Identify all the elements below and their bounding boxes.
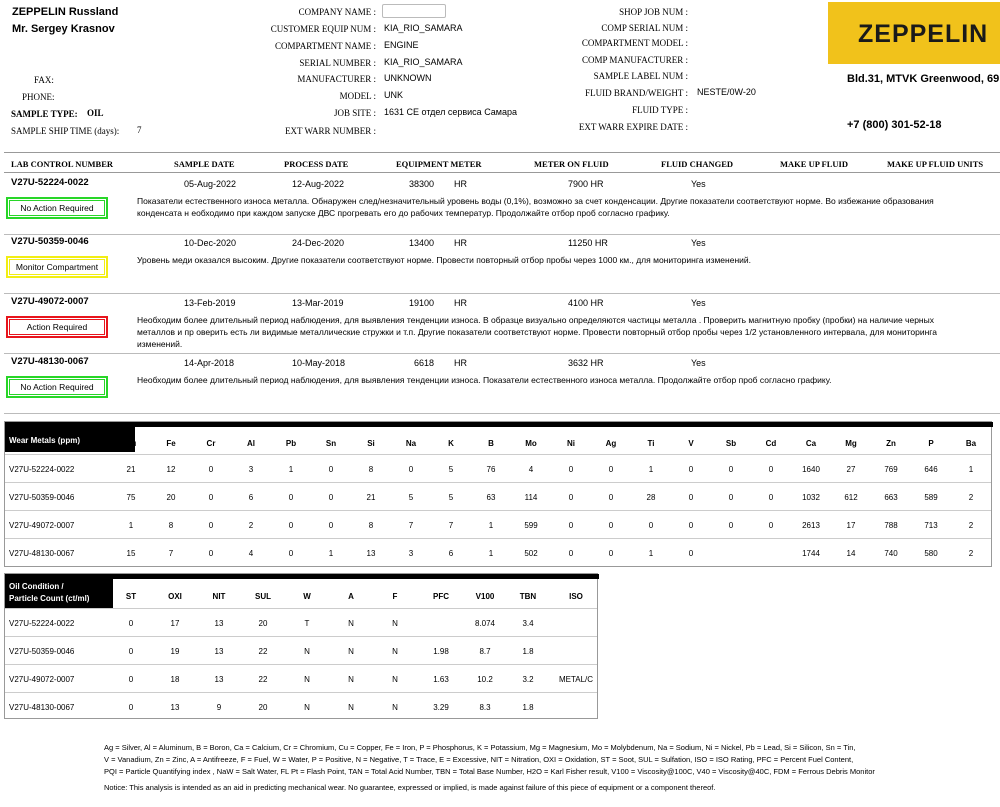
wear-value: 5 [448,493,454,502]
meter-unit: HR [454,179,467,189]
oil-value: N [304,703,310,712]
field-label: FLUID TYPE : [632,105,688,115]
lab-column-header: MAKE UP FLUID UNITS [887,159,984,169]
wear-value: 0 [768,521,774,530]
wear-column-header: V [688,439,694,448]
oil-value: N [392,675,398,684]
process-date: 24-Dec-2020 [292,238,345,248]
lab-control-number: V27U-49072-0007 [11,296,89,307]
wear-row-id: V27U-49072-0007 [9,521,75,530]
wear-value: 28 [646,493,656,502]
wear-value: 1 [328,549,334,558]
equipment-meter: 19100 [408,298,434,308]
wear-value: 0 [728,465,734,474]
wear-value: 0 [728,521,734,530]
wear-value: 2613 [802,521,820,530]
oil-value: 1.8 [522,647,534,656]
oil-value: 22 [258,647,268,656]
oil-value: N [392,619,398,628]
equipment-meter: 6618 [413,358,434,368]
wear-row-id: V27U-50359-0046 [9,493,75,502]
status-badge: No Action Required [6,376,108,398]
wear-value: 0 [608,493,614,502]
wear-value: 8 [168,521,174,530]
wear-value: 7 [168,549,174,558]
wear-value: 1744 [802,549,820,558]
field-value: UNK [384,90,404,100]
oil-value: N [304,647,310,656]
sample-comment: Уровень меди оказался высоким. Другие показатели соответствуют норме. Провести повторный отбор пробы через 1000 км., для мониторинга изменений. [137,255,752,265]
wear-column-header: K [448,439,454,448]
meter-on-fluid: 11250 HR [568,238,608,248]
lab-column-header: MAKE UP FLUID [780,159,848,169]
wear-value: 0 [728,493,734,502]
field-label: EXT WARR NUMBER : [285,126,376,136]
wear-value: 5 [448,465,454,474]
wear-value: 0 [328,465,334,474]
oil-condition-row [5,608,597,636]
wear-metals-title: Wear Metals (ppm) [9,436,80,445]
wear-value: 3 [408,549,414,558]
lab-control-number: V27U-52224-0022 [11,177,89,188]
wear-value: 1 [488,549,494,558]
wear-value: 0 [408,465,414,474]
ship-time-value: 7 [137,125,142,135]
oil-column-header: PFC [433,592,449,601]
field-label: SHOP JOB NUM : [619,7,688,17]
wear-value: 1 [648,465,654,474]
meter-on-fluid: 4100 HR [568,298,604,308]
wear-value: 6 [248,493,254,502]
legend-line-3: PQI = Particle Quantifying index , NaW = Salt Water, FL Pt = Flash Point, TAN = Total Acid Number, TBN = Total Base Number, H2O = Karl Fisher result, V100 = Viscosity@100C, V40 = Viscosity@40C, FDM = Ferrous Debris Monitor [104,767,875,776]
record-divider [4,353,1000,354]
sample-comment: Показатели естественного износа металла. Обнаружен след/незначительный уровень воды (0,1%), возможно за счет конденсации. Другие показатели соответствуют норме. Во избежание образования конденсата н еобходимо при каждом запуске ДВС прогревать его до рабочих температур. Продолжайте отбор проб согласно графику. [137,196,934,218]
oil-condition-title-2: Particle Count (ct/ml) [9,594,90,603]
wear-value: 0 [328,521,334,530]
wear-value: 0 [568,549,574,558]
oil-row-id: V27U-50359-0046 [9,647,75,656]
oil-value: 17 [170,619,180,628]
field-label: JOB SITE : [333,108,376,118]
wear-value: 3 [248,465,254,474]
field-label: SAMPLE LABEL NUM : [593,71,688,81]
wear-value: 7 [448,521,454,530]
wear-metals-row [5,538,991,566]
wear-value: 0 [688,549,694,558]
field-value: KIA_RIO_SAMARA [384,57,463,67]
meter-unit: HR [454,238,467,248]
wear-value: 0 [688,521,694,530]
wear-column-header: Si [367,439,375,448]
wear-value: 63 [486,493,496,502]
oil-value: N [304,675,310,684]
fluid-changed: Yes [691,358,706,368]
oil-value: 22 [258,675,268,684]
oil-value: 1.98 [433,647,449,656]
meter-unit: HR [454,298,467,308]
oil-value: 20 [258,619,268,628]
oil-value: 0 [128,619,134,628]
wear-value: 646 [924,465,938,474]
wear-value: 0 [288,549,294,558]
sample-comment: Необходим более длительный период наблюдения, для выявления тенденции износа. В образце визуально определяются частицы металла . Проверить магнитную пробку (пробки) на наличие черных металлов и пр оверить есть ли видимые металлические стружки и т.п. Другие показатели соответствуют норме. Провести повторный отбор пробы через 1/2 установленного интервала, для мониторинга изменений. [137,315,937,349]
process-date: 13-Mar-2019 [292,298,344,308]
wear-value: 1 [488,521,494,530]
lab-column-header: METER ON FLUID [534,159,609,169]
wear-value: 15 [126,549,136,558]
field-value: KIA_RIO_SAMARA [384,23,463,33]
lab-control-number: V27U-50359-0046 [11,236,89,247]
wear-value: 7 [408,521,414,530]
record-divider [4,234,1000,235]
wear-value: 0 [208,549,214,558]
legend-line-1: Ag = Silver, Al = Aluminum, B = Boron, Ca = Calcium, Cr = Chromium, Cu = Copper, Fe = Iron, P = Phosphorus, K = Potassium, Mg = Magnesium, Mo = Molybdenum, Na = Sodium, Ni = Nickel, Pb = Lead, Si = Silicon, Sn = Tin, [104,743,856,752]
wear-column-header: Sb [725,439,737,448]
wear-column-header: B [488,439,494,448]
wear-value: 0 [768,493,774,502]
lab-column-header: LAB CONTROL NUMBER [11,159,114,169]
fluid-changed: Yes [691,298,706,308]
wear-value: 0 [328,493,334,502]
wear-value: 0 [568,521,574,530]
wear-column-header: Ag [605,439,617,448]
wear-value: 0 [568,493,574,502]
wear-value: 2 [968,521,974,530]
oil-value: 1.8 [522,703,534,712]
wear-value: 769 [884,465,898,474]
wear-column-header: Ni [567,439,575,448]
legend-line-2: V = Vanadium, Zn = Zinc, A = Antifreeze, F = Fuel, W = Water, P = Positive, N = Negative, T = Trace, E = Excessive, NIT = Nitration, OXI = Oxidation, ST = Soot, SUL = Sulfation, ISO = ISO Rating, PFC = Percent Fuel Content, [104,755,854,764]
wear-value: 788 [884,521,898,530]
field-label: COMPARTMENT MODEL : [581,38,688,48]
meter-on-fluid: 7900 HR [568,179,604,189]
zeppelin-logo: ZEPPELIN [828,2,1000,64]
oil-column-header: NIT [212,592,226,601]
sample-date: 10-Dec-2020 [184,238,237,248]
status-badge: Monitor Compartment [6,256,108,278]
lab-column-header: PROCESS DATE [284,159,349,169]
oil-value: N [348,647,354,656]
wear-column-header: P [928,439,934,448]
meter-unit: HR [454,358,467,368]
wear-column-header: Na [405,439,417,448]
oil-column-header: A [348,592,354,601]
wear-value: 0 [608,549,614,558]
company-address: Bld.31, MTVK Greenwood, 69 [847,73,1000,85]
wear-value: 1032 [802,493,820,502]
wear-column-header: Cr [206,439,216,448]
wear-value: 21 [126,465,136,474]
status-badge: Action Required [6,316,108,338]
oil-column-header: W [303,592,311,601]
field-label: COMPARTMENT NAME : [275,41,376,51]
wear-value: 0 [688,493,694,502]
company-name-box [382,4,446,18]
process-date: 12-Aug-2022 [292,179,345,189]
wear-value: 0 [768,465,774,474]
wear-value: 8 [368,521,374,530]
oil-value: 0 [128,703,134,712]
oil-condition-row [5,664,597,692]
oil-row-id: V27U-52224-0022 [9,619,75,628]
meter-on-fluid: 3632 HR [568,358,604,368]
status-badge: No Action Required [6,197,108,219]
wear-column-header: Al [247,439,255,448]
wear-column-header: Zn [886,439,896,448]
oil-value: 8.074 [474,619,496,628]
wear-value: 8 [368,465,374,474]
company-phone: +7 (800) 301-52-18 [847,119,942,131]
oil-value: 18 [170,675,180,684]
oil-value: 9 [216,703,222,712]
lab-column-header: SAMPLE DATE [174,159,235,169]
wear-metals-table [4,421,992,567]
oil-value: 10.2 [477,675,493,684]
field-label: COMP SERIAL NUM : [601,23,688,33]
wear-value: 4 [528,465,534,474]
oil-value: 13 [214,647,224,656]
wear-value: 740 [884,549,898,558]
fluid-changed: Yes [691,179,706,189]
oil-column-header: SUL [255,592,271,601]
wear-column-header: Sn [325,439,337,448]
wear-value: 502 [524,549,538,558]
contact-name: Mr. Sergey Krasnov [12,23,115,35]
oil-value: 0 [128,647,134,656]
wear-value: 21 [366,493,376,502]
oil-column-header: ISO [569,592,583,601]
wear-column-header: Cd [765,439,777,448]
wear-metals-row [5,482,991,510]
wear-column-header: Pb [285,439,297,448]
wear-metals-row [5,510,991,538]
field-label: SERIAL NUMBER : [299,58,376,68]
field-value: NESTE/0W-20 [697,87,756,97]
lab-column-header: FLUID CHANGED [661,159,734,169]
wear-column-header: Ca [805,439,817,448]
field-label: COMPANY NAME : [298,7,376,17]
sample-comment: Необходим более длительный период наблюдения, для выявления тенденции износа. Показатели естественного износа металла. Продолжайте отбор проб согласно графику. [137,375,832,385]
oil-value: METAL/C [558,675,594,684]
wear-value: 1 [128,521,134,530]
oil-column-header: V100 [475,592,495,601]
wear-value: 27 [846,465,856,474]
wear-value: 0 [208,465,214,474]
oil-row-id: V27U-48130-0067 [9,703,75,712]
record-divider [4,293,1000,294]
field-label: CUSTOMER EQUIP NUM : [270,24,376,34]
oil-row-id: V27U-49072-0007 [9,675,75,684]
oil-value: N [392,647,398,656]
phone-label: PHONE: [22,92,55,102]
record-divider [4,413,1000,414]
oil-value: 3.4 [522,619,534,628]
oil-value: N [348,675,354,684]
field-label: MANUFACTURER : [297,74,376,84]
oil-value: 8.7 [479,647,491,656]
ship-time-label: SAMPLE SHIP TIME (days): [11,126,120,136]
field-label: EXT WARR EXPIRE DATE : [578,122,688,132]
oil-column-header: ST [125,592,137,601]
wear-column-header: Ba [965,439,977,448]
wear-value: 13 [366,549,376,558]
oil-value: T [304,619,310,628]
oil-value: 3.2 [522,675,534,684]
oil-condition-row [5,692,597,720]
wear-value: 0 [208,521,214,530]
wear-value: 612 [844,493,858,502]
wear-value: 2 [248,521,254,530]
wear-value: 4 [248,549,254,558]
wear-value: 580 [924,549,938,558]
company-name: ZEPPELIN Russland [12,6,119,18]
oil-value: 1.63 [433,675,449,684]
wear-value: 599 [524,521,538,530]
oil-condition-row [5,636,597,664]
wear-value: 1640 [802,465,820,474]
sample-date: 13-Feb-2019 [184,298,236,308]
notice: Notice: This analysis is intended as an aid in predicting mechanical wear. No guarantee, expressed or implied, is made against failure of this piece of equipment or a component thereof. [104,783,716,792]
wear-value: 0 [608,521,614,530]
oil-condition-title-1: Oil Condition / [9,582,64,591]
wear-value: 14 [846,549,856,558]
wear-column-header: Mg [845,439,857,448]
wear-row-id: V27U-52224-0022 [9,465,75,474]
wear-value: 1 [648,549,654,558]
lab-column-header: EQUIPMENT METER [396,159,482,169]
oil-column-header: TBN [519,592,537,601]
equipment-meter: 38300 [408,179,434,189]
wear-value: 75 [126,493,136,502]
oil-value: 19 [170,647,180,656]
oil-value: N [348,619,354,628]
field-value: UNKNOWN [384,73,432,83]
oil-value: N [392,703,398,712]
field-label: MODEL : [339,91,376,101]
field-value: ENGINE [384,40,419,50]
lab-control-number: V27U-48130-0067 [11,356,89,367]
wear-value: 1 [968,465,974,474]
field-label: FLUID BRAND/WEIGHT : [585,88,688,98]
wear-value: 0 [208,493,214,502]
wear-value: 5 [408,493,414,502]
equipment-meter: 13400 [408,238,434,248]
oil-value: N [348,703,354,712]
wear-value: 114 [524,493,538,502]
wear-column-header: Fe [166,439,176,448]
oil-value: 0 [128,675,134,684]
wear-column-header: Cu [125,439,137,448]
oil-value: 13 [170,703,180,712]
wear-value: 0 [568,465,574,474]
wear-value: 20 [166,493,176,502]
wear-value: 76 [486,465,496,474]
oil-column-header: F [392,592,398,601]
field-value: 1631 CE отдел сервиса Самара [384,107,518,117]
fax-label: FAX: [34,75,54,85]
sample-date: 14-Apr-2018 [184,358,235,368]
wear-value: 0 [608,465,614,474]
wear-value: 2 [968,493,974,502]
sample-type-value: OIL [87,108,104,118]
oil-column-header: OXI [168,592,182,601]
oil-value: 20 [258,703,268,712]
process-date: 10-May-2018 [292,358,346,368]
field-label: COMP MANUFACTURER : [581,55,688,65]
wear-value: 17 [846,521,856,530]
oil-condition-table [4,573,598,719]
oil-value: 8.3 [479,703,491,712]
wear-value: 2 [968,549,974,558]
oil-value: 13 [214,675,224,684]
wear-value: 0 [648,521,654,530]
oil-value: 13 [214,619,224,628]
wear-value: 12 [166,465,176,474]
sample-type-label: SAMPLE TYPE: [11,109,78,119]
sample-date: 05-Aug-2022 [184,179,237,189]
wear-value: 713 [924,521,938,530]
wear-value: 0 [288,493,294,502]
wear-column-header: Mo [525,439,537,448]
fluid-changed: Yes [691,238,706,248]
oil-value: 3.29 [433,703,449,712]
wear-value: 589 [924,493,938,502]
wear-column-header: Ti [647,439,655,448]
wear-value: 0 [288,521,294,530]
wear-metals-row [5,454,991,482]
wear-value: 663 [884,493,898,502]
wear-value: 6 [448,549,454,558]
wear-row-id: V27U-48130-0067 [9,549,75,558]
wear-value: 1 [288,465,294,474]
wear-value: 0 [688,465,694,474]
